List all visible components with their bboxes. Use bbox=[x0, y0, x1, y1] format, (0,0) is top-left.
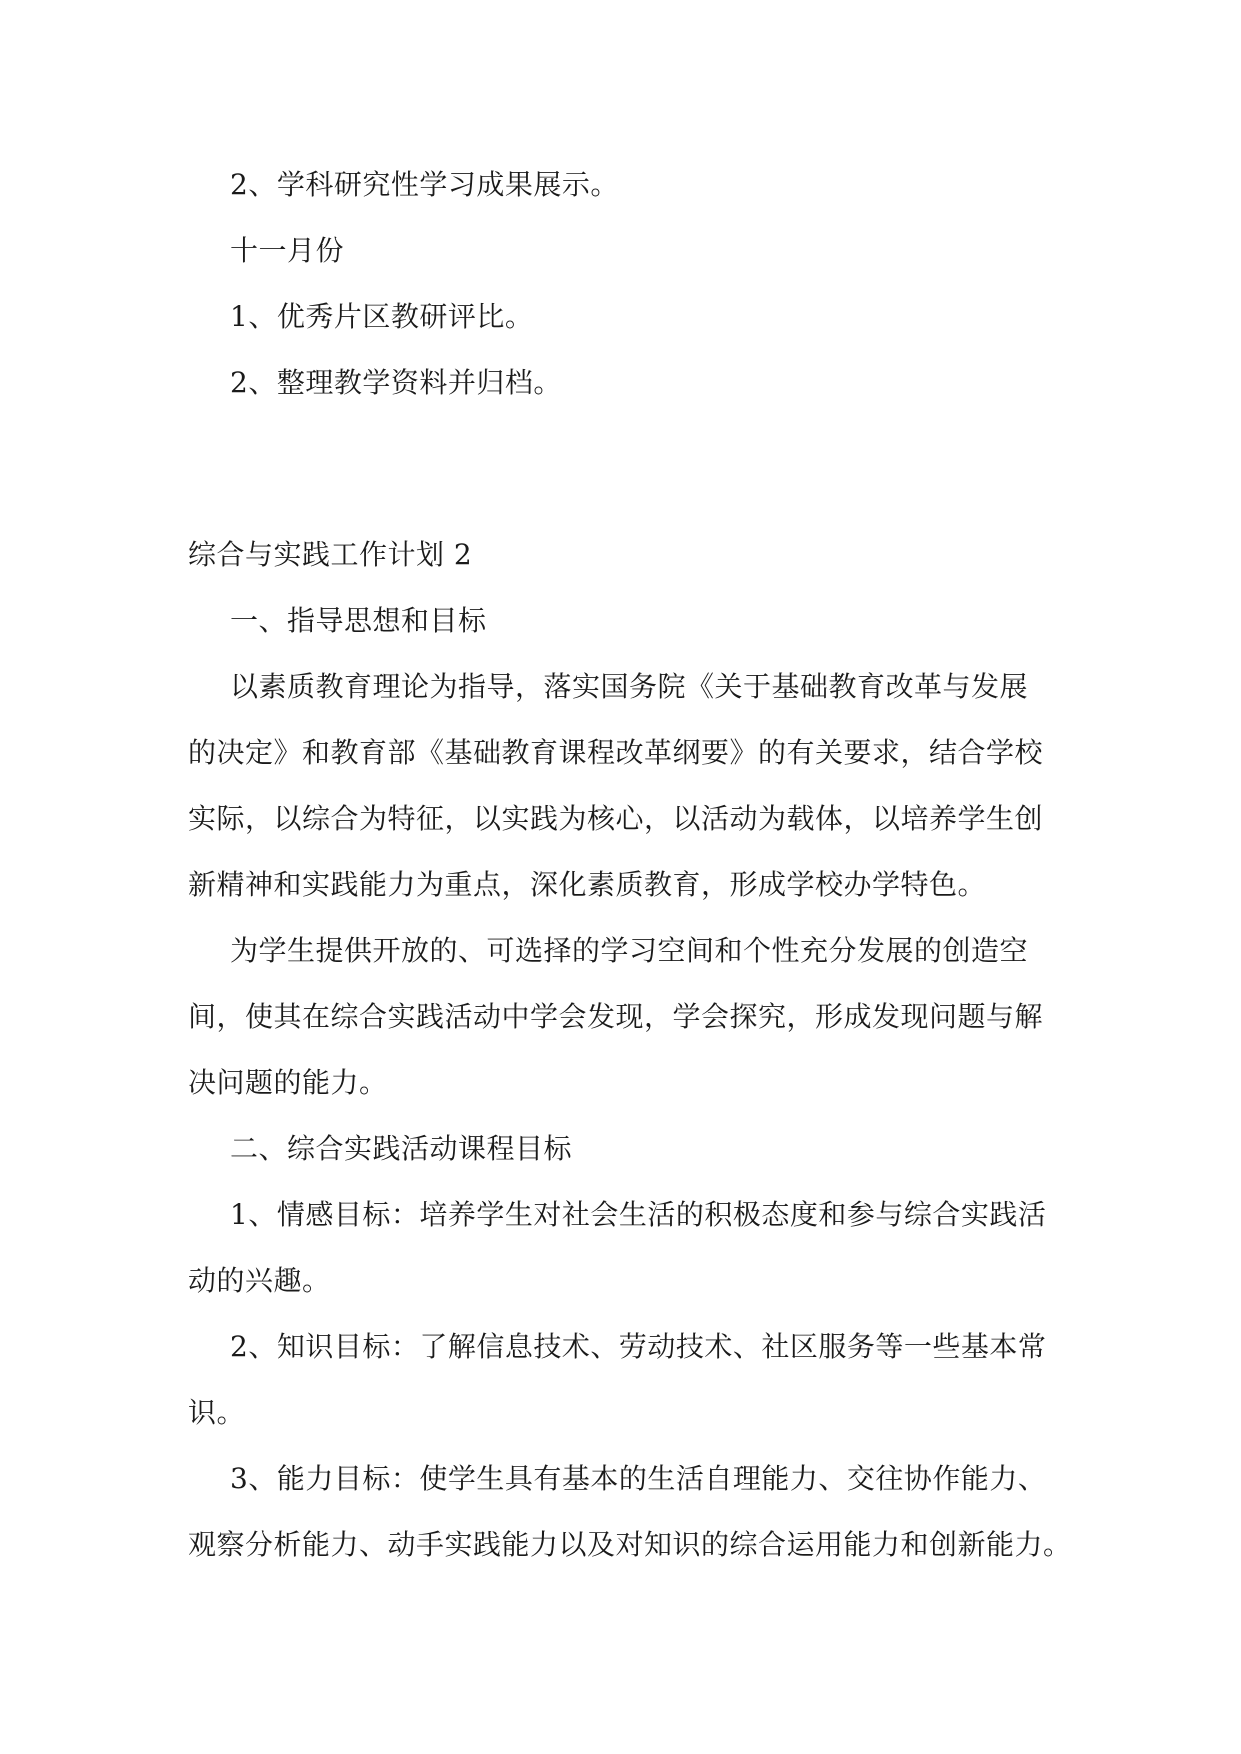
goal-3-line-1: 3、能力目标：使学生具有基本的生活自理能力、交往协作能力、 bbox=[230, 1462, 1047, 1495]
para-1-line-2: 的决定》和教育部《基础教育课程改革纲要》的有关要求，结合学校 bbox=[188, 736, 1044, 769]
heading-course-goals: 二、综合实践活动课程目标 bbox=[230, 1132, 573, 1165]
goal-2-line-1: 2、知识目标：了解信息技术、劳动技术、社区服务等一些基本常 bbox=[230, 1330, 1047, 1363]
nov-item-1: 1、优秀片区教研评比。 bbox=[230, 300, 534, 333]
heading-guiding-ideas: 一、指导思想和目标 bbox=[230, 604, 487, 637]
month-heading: 十一月份 bbox=[230, 234, 345, 267]
section-gap bbox=[188, 416, 1060, 522]
goal-1-line-2: 动的兴趣。 bbox=[188, 1264, 331, 1297]
para-2-line-3: 决问题的能力。 bbox=[188, 1066, 388, 1099]
para-2-line-1: 为学生提供开放的、可选择的学习空间和个性充分发展的创造空 bbox=[230, 934, 1029, 967]
plan-title: 综合与实践工作计划 2 bbox=[188, 538, 473, 571]
goal-3-line-2: 观察分析能力、动手实践能力以及对知识的综合运用能力和创新能力。 bbox=[188, 1528, 1072, 1561]
para-1-line-3: 实际，以综合为特征，以实践为核心，以活动为载体，以培养学生创 bbox=[188, 802, 1044, 835]
para-2-line-2: 间，使其在综合实践活动中学会发现，学会探究，形成发现问题与解 bbox=[188, 1000, 1044, 1033]
prev-item-2: 2、学科研究性学习成果展示。 bbox=[230, 168, 619, 201]
goal-1-line-1: 1、情感目标：培养学生对社会生活的积极态度和参与综合实践活 bbox=[230, 1198, 1047, 1231]
goal-2-line-2: 识。 bbox=[188, 1396, 246, 1429]
para-1-line-1: 以素质教育理论为指导，落实国务院《关于基础教育改革与发展 bbox=[230, 670, 1029, 703]
para-1-line-4: 新精神和实践能力为重点，深化素质教育，形成学校办学特色。 bbox=[188, 868, 987, 901]
nov-item-2: 2、整理教学资料并归档。 bbox=[230, 366, 562, 399]
document-body bbox=[188, 152, 1072, 1578]
